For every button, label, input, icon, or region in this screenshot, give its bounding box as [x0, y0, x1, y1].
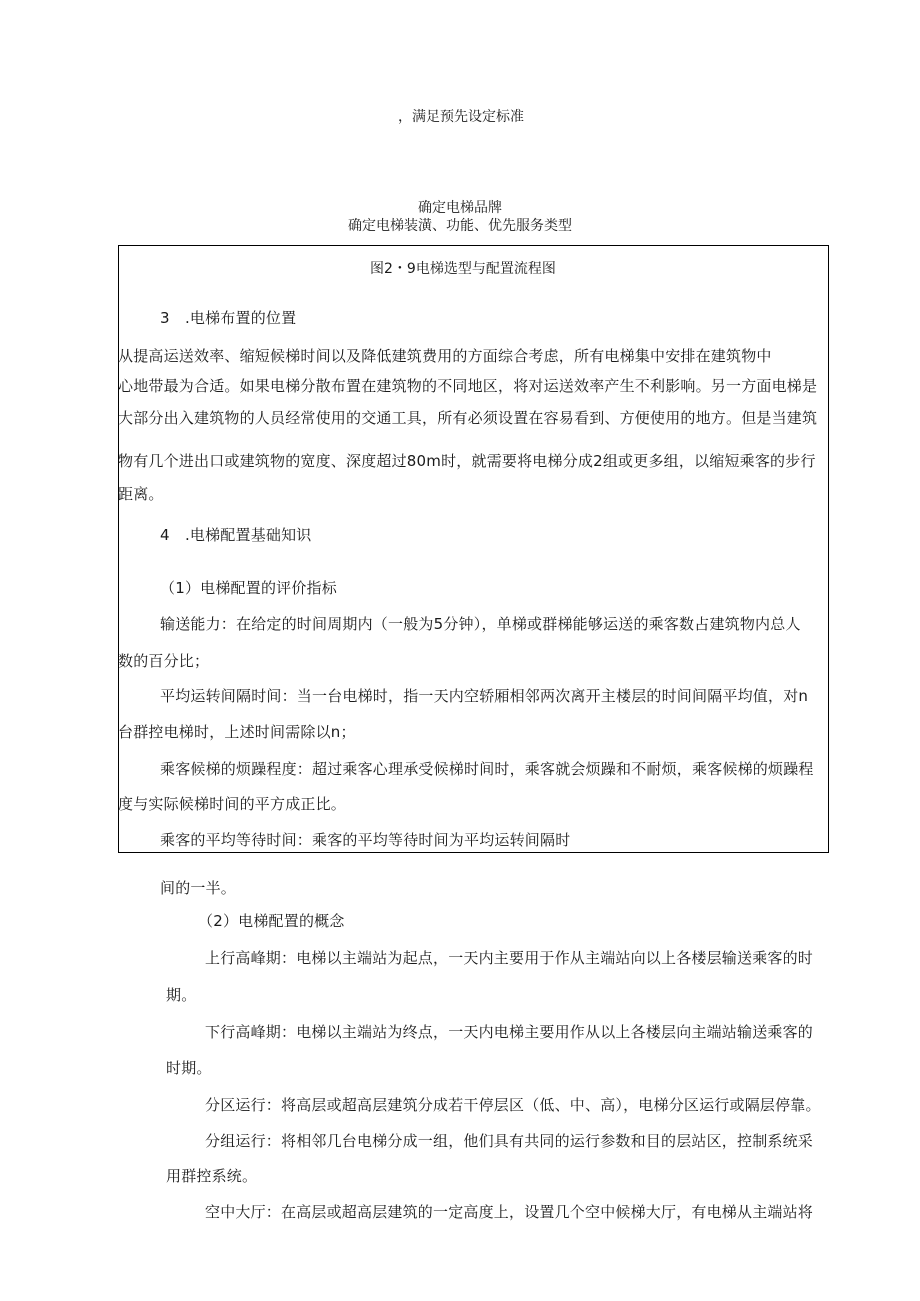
section3-heading: 3 .电梯布置的位置: [160, 309, 297, 327]
flow-step-decor: 确定电梯装潢、功能、优先服务类型: [348, 218, 572, 234]
definition-line: 空中大厅：在高层或超高层建筑的一定高度上，设置几个空中候梯大厅，有电梯从主端站将: [205, 1203, 814, 1221]
definition-line: 时期。: [166, 1059, 212, 1077]
paragraph-line: 间的一半。: [160, 879, 237, 897]
section4-heading: 4 .电梯配置基础知识: [160, 526, 312, 544]
definition-line: 下行高峰期：电梯以主端站为终点，一天内电梯主要用作从以上各楼层向主端站输送乘客的: [205, 1023, 814, 1041]
paragraph-line: 度与实际候梯时间的平方成正比。: [118, 795, 347, 813]
figure-caption: 图2・9电梯选型与配置流程图: [370, 261, 556, 277]
section3-line: 心地带最为合适。如果电梯分散布置在建筑物的不同地区，将对运送效率产生不利影响。另一方面电梯是: [118, 377, 818, 395]
paragraph-line: 平均运转间隔时间：当一台电梯时，指一天内空轿厢相邻两次离开主楼层的时间间隔平均值，对n: [160, 687, 809, 705]
top-fragment: ，满足预先设定标准: [398, 109, 524, 125]
section3-line: 距离。: [118, 485, 164, 503]
paragraph-line: 数的百分比；: [118, 652, 210, 670]
paragraph-line: 乘客的平均等待时间：乘客的平均等待时间为平均运转间隔时: [160, 831, 571, 849]
definition-line: 用群控系统。: [166, 1167, 258, 1185]
paragraph-line: 乘客候梯的烦躁程度：超过乘客心理承受候梯时间时，乘客就会烦躁和不耐烦，乘客候梯的烦躁程: [160, 760, 814, 778]
definition-line: 分组运行：将相邻几台电梯分成一组，他们具有共同的运行参数和目的层站区，控制系统采: [205, 1132, 814, 1150]
definition-line: 期。: [166, 986, 197, 1004]
subsection1-heading: （1）电梯配置的评价指标: [160, 579, 337, 597]
section3-line: 从提高运送效率、缩短候梯时间以及降低建筑费用的方面综合考虑，所有电梯集中安排在建筑物中: [118, 347, 772, 365]
section3-line: 物有几个进出口或建筑物的宽度、深度超过80m时，就需要将电梯分成2组或更多组，以缩短乘客的步行: [118, 452, 816, 470]
paragraph-line: 台群控电梯时，上述时间需除以n；: [118, 723, 356, 741]
flow-step-brand: 确定电梯品牌: [418, 200, 502, 216]
paragraph-line: 输送能力：在给定的时间周期内（一般为5分钟），单梯或群梯能够运送的乘客数占建筑物内总人: [160, 615, 801, 633]
subsection2-heading: （2）电梯配置的概念: [198, 912, 345, 930]
definition-line: 分区运行：将高层或超高层建筑分成若干停层区（低、中、高），电梯分区运行或隔层停靠。: [205, 1096, 821, 1114]
definition-line: 上行高峰期：电梯以主端站为起点，一天内主要用于作从主端站向以上各楼层输送乘客的时: [205, 949, 814, 967]
section3-line: 大部分出入建筑物的人员经常使用的交通工具，所有必须设置在容易看到、方便使用的地方。但是当建筑: [118, 409, 818, 427]
